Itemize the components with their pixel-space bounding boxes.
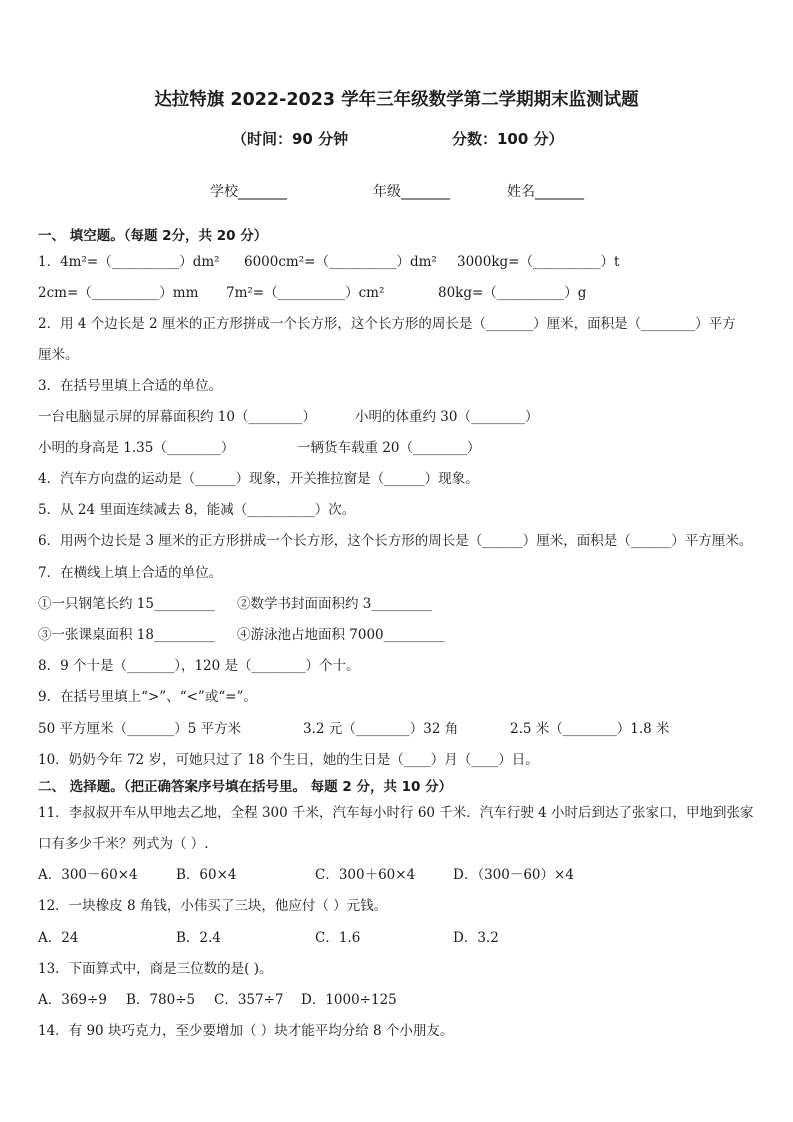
school-field[interactable]: 学校_______: [210, 184, 287, 200]
question-7c[interactable]: ③一张课桌面积 18_________: [38, 627, 215, 643]
question-9b[interactable]: 3.2 元（________）32 角: [303, 721, 459, 737]
question-9: 9．在括号里填上“>”、“<”或“=”。: [38, 689, 257, 705]
option-12c[interactable]: C．1.6: [315, 930, 361, 946]
question-12[interactable]: 12．一块橡皮 8 角钱，小伟买了三块，他应付（ ）元钱。: [38, 898, 388, 914]
question-3a[interactable]: 一台电脑显示屏的屏幕面积约 10（________）: [38, 409, 316, 425]
question-6[interactable]: 6．用两个边长是 3 厘米的正方形拼成一个长方形，这个长方形的周长是（______）厘米，面积是（______）平方厘米。: [38, 533, 753, 549]
option-12a[interactable]: A．24: [38, 930, 79, 946]
page-title: 达拉特旗 2022-2023 学年三年级数学第二学期期末监测试题: [154, 90, 639, 110]
option-11d[interactable]: D．（300－60）×4: [453, 867, 574, 883]
option-13b[interactable]: B．780÷5: [126, 992, 196, 1008]
option-13c[interactable]: C．357÷7: [214, 992, 284, 1008]
question-1d[interactable]: 2cm=（__________）mm: [38, 285, 199, 301]
option-11a[interactable]: A．300－60×4: [38, 867, 138, 883]
name-field[interactable]: 姓名_______: [507, 184, 584, 200]
exam-score: 分数：100 分）: [452, 130, 564, 148]
option-12b[interactable]: B．2.4: [176, 930, 221, 946]
question-1a[interactable]: 1．4m²=（__________）dm²: [38, 254, 220, 270]
question-3d[interactable]: 一辆货车载重 20（________）: [297, 440, 481, 456]
question-1b[interactable]: 6000cm²=（__________）dm²: [244, 254, 437, 270]
question-4[interactable]: 4．汽车方向盘的运动是（______）现象，开关推拉窗是（______）现象。: [38, 471, 479, 487]
question-10[interactable]: 10．奶奶今年 72 岁，可她只过了 18 个生日，她的生日是（____）月（____）日。: [38, 752, 539, 768]
question-1e[interactable]: 7m²=（__________）cm²: [226, 285, 385, 301]
option-11c[interactable]: C．300＋60×4: [315, 867, 416, 883]
question-8[interactable]: 8．9 个十是（_______），120 是（________）个十。: [38, 658, 360, 674]
option-11b[interactable]: B．60×4: [176, 867, 237, 883]
question-11-cont[interactable]: 口有多少千米？列式为（ ）.: [38, 836, 209, 852]
option-13a[interactable]: A．369÷9: [38, 992, 107, 1008]
question-7: 7．在横线上填上合适的单位。: [38, 565, 223, 581]
question-3c[interactable]: 小明的身高是 1.35（________）: [38, 440, 235, 456]
question-1c[interactable]: 3000kg=（__________）t: [457, 254, 620, 270]
question-7b[interactable]: ②数学书封面面积约 3_________: [237, 596, 433, 612]
question-3b[interactable]: 小明的体重约 30（________）: [355, 409, 539, 425]
question-11: 11．李叔叔开车从甲地去乙地，全程 300 千米，汽车每小时行 60 千米．汽车行驶 4 小时后到达了张家口，甲地到张家: [38, 805, 754, 821]
section-heading-fill-blank: 一、 填空题。（每题 2分，共 20 分）: [38, 228, 268, 244]
question-9c[interactable]: 2.5 米（________）1.8 米: [510, 721, 670, 737]
question-7a[interactable]: ①一只钢笔长约 15_________: [38, 596, 215, 612]
option-13d[interactable]: D．1000÷125: [301, 992, 397, 1008]
question-1f[interactable]: 80kg=（__________）g: [438, 285, 587, 301]
question-2[interactable]: 2．用 4 个边长是 2 厘米的正方形拼成一个长方形，这个长方形的周长是（_______）厘米，面积是（________）平方: [38, 316, 736, 332]
question-2-cont: 厘米。: [38, 347, 79, 363]
question-9a[interactable]: 50 平方厘米（_______）5 平方米: [38, 721, 242, 737]
question-5[interactable]: 5．从 24 里面连续减去 8，能减（__________）次。: [38, 502, 356, 518]
exam-time: （时间：90 分钟: [232, 130, 349, 148]
question-7d[interactable]: ④游泳池占地面积 7000_________: [237, 627, 445, 643]
section-heading-choice: 二、 选择题。（把正确答案序号填在括号里。 每题 2 分，共 10 分）: [38, 779, 453, 795]
question-3: 3．在括号里填上合适的单位。: [38, 378, 223, 394]
grade-field[interactable]: 年级_______: [373, 184, 450, 200]
question-14[interactable]: 14．有 90 块巧克力，至少要增加（ ）块才能平均分给 8 个小朋友。: [38, 1023, 454, 1039]
question-13[interactable]: 13．下面算式中，商是三位数的是( )。: [38, 961, 273, 977]
option-12d[interactable]: D．3.2: [453, 930, 499, 946]
